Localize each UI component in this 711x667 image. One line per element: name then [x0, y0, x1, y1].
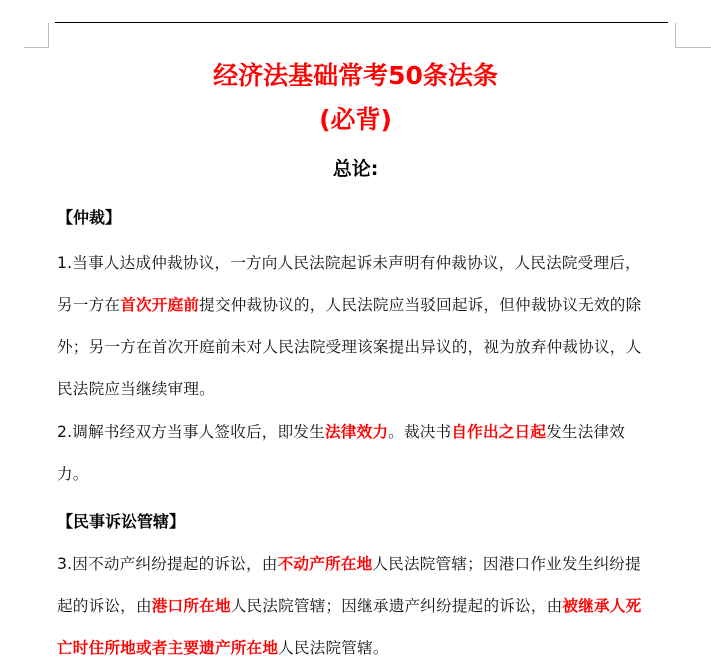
text-line — [57, 293, 641, 315]
text-line — [57, 377, 215, 399]
highlighted-text: 被继承人死 — [562, 597, 642, 615]
section-label-arbitration: 【仲裁】 — [57, 208, 122, 227]
highlighted-text: 首次开庭前 — [120, 296, 200, 314]
crop-mark-right-horizontal — [675, 47, 711, 48]
body-text: 1.当事人达成仲裁协议，一方向人民法院起诉未声明有仲裁协议，人民法院受理后， — [57, 254, 641, 272]
body-text: 另一方在 — [57, 296, 121, 314]
body-text: 发生法律效 — [546, 423, 626, 441]
text-line — [57, 420, 625, 442]
text-line — [57, 636, 389, 658]
body-text: 外；另一方在首次开庭前未对人民法院受理该案提出异议的，视为放弃仲裁协议，人 — [57, 338, 642, 356]
body-text: 2.调解书经双方当事人签收后，即发生 — [57, 423, 325, 441]
section-label-civil-jurisdiction: 【民事诉讼管辖】 — [57, 512, 186, 531]
section-heading: 总论: — [332, 158, 379, 180]
body-text: 民法院应当继续审理。 — [57, 380, 215, 398]
body-text: 人民法院管辖；因继承遗产纠纷提起的诉讼，由 — [230, 597, 563, 615]
crop-mark-left-horizontal — [24, 47, 49, 48]
body-text: 人民法院管辖。 — [278, 639, 389, 657]
text-line — [57, 251, 641, 273]
crop-mark-left-vertical — [48, 23, 49, 47]
body-text: 起的诉讼，由 — [57, 597, 152, 615]
text-line — [57, 552, 641, 574]
text-line — [57, 335, 641, 357]
highlighted-text: 法律效力 — [324, 423, 389, 441]
crop-mark-right-vertical — [675, 23, 676, 47]
highlighted-text: 不动产所在地 — [277, 555, 373, 573]
body-text: 人民法院管辖；因港口作业发生纠纷提 — [372, 555, 641, 573]
document-title: 经济法基础常考50条法条 — [213, 61, 498, 90]
text-line — [57, 462, 89, 484]
highlighted-text: 港口所在地 — [151, 597, 231, 615]
body-text: 力。 — [57, 465, 89, 483]
text-line — [57, 594, 641, 616]
header-rule — [55, 22, 668, 23]
body-text: 。裁决书 — [388, 423, 452, 441]
document-subtitle: (必背) — [319, 105, 392, 134]
body-text: 提交仲裁协议的，人民法院应当驳回起诉，但仲裁协议无效的除 — [199, 296, 642, 314]
body-text: 3.因不动产纠纷提起的诉讼，由 — [57, 555, 278, 573]
highlighted-text: 自作出之日起 — [451, 423, 547, 441]
highlighted-text: 亡时住所地或者主要遗产所在地 — [57, 639, 279, 657]
